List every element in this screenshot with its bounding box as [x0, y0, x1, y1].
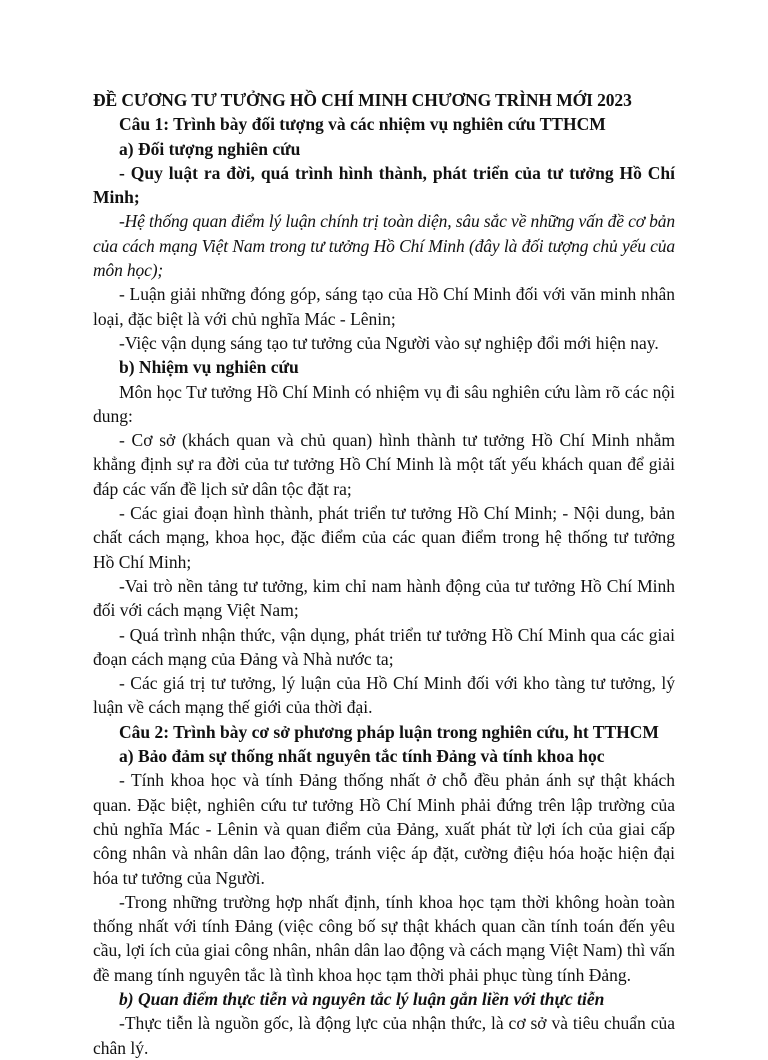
q1-a-item-1: - Quy luật ra đời, quá trình hình thành, phát triển của tư tưởng Hồ Chí Minh; [93, 162, 675, 208]
q1-b-item-2: - Các giai đoạn hình thành, phát triển tư tưởng Hồ Chí Minh; - Nội dung, bản chất cách mạng, khoa học, đặc điểm của các quan điểm trong hệ thống tư tưởng Hồ Chí Minh; [93, 503, 675, 572]
q1-section-a-heading: a) Đối tượng nghiên cứu [119, 138, 301, 159]
q2-b-item-1: -Thực tiễn là nguồn gốc, là động lực của nhận thức, là cơ sở và tiêu chuẩn của chân lý. [93, 1013, 675, 1058]
q1-a-item-4: -Việc vận dụng sáng tạo tư tưởng của Người vào sự nghiệp đổi mới hiện nay. [119, 332, 659, 353]
q1-b-intro: Môn học Tư tưởng Hồ Chí Minh có nhiệm vụ đi sâu nghiên cứu làm rõ các nội dung: [93, 381, 675, 426]
question-1-title: Câu 1: Trình bày đối tượng và các nhiệm vụ nghiên cứu TTHCM [119, 114, 606, 135]
q1-a-item-3: - Luận giải những đóng góp, sáng tạo của Hồ Chí Minh đối với văn minh nhân loại, đặc biệt là với chủ nghĩa Mác - Lênin; [93, 284, 675, 329]
q1-a-item-2: -Hệ thống quan điểm lý luận chính trị toàn diện, sâu sắc về những vấn đề cơ bản của cách mạng Việt Nam trong tư tưởng Hồ Chí Minh (đây là đối tượng chủ yếu của môn học); [93, 211, 675, 281]
q1-b-item-3: -Vai trò nền tảng tư tưởng, kim chỉ nam hành động của tư tưởng Hồ Chí Minh đối với cách mạng Việt Nam; [93, 575, 675, 621]
q2-a-item-1: - Tính khoa học và tính Đảng thống nhất ở chỗ đều phản ánh sự thật khách quan. Đặc biệt, nghiên cứu tư tưởng Hồ Chí Minh phải đứng trên lập trường của chủ nghĩa Mác - Lênin và quan điểm của Đảng, xuất phát từ lợi ích của giai cấp công nhân và nhân dân lao động, tránh việc áp đặt, cường điệu hóa hoặc hiện đại hóa tư tưởng của Người. [93, 770, 675, 888]
q1-section-b-heading: b) Nhiệm vụ nghiên cứu [119, 357, 299, 378]
document-page [93, 88, 675, 1060]
q2-a-item-2: -Trong những trường hợp nhất định, tính khoa học tạm thời không hoàn toàn thống nhất với tính Đảng (việc công bố sự thật khách quan cần tính toán đến yêu cầu, lợi ích của giai công nhân, nhân dân lao động và cách mạng Việt Nam) thì vấn đề mang tính nguyên tắc là tình khoa học tạm thời phải phục tùng tính Đảng. [93, 891, 675, 985]
q1-b-item-5: - Các giá trị tư tưởng, lý luận của Hồ Chí Minh đối với kho tàng tư tưởng, lý luận về cách mạng thế giới của thời đại. [93, 673, 675, 718]
q1-b-item-4: - Quá trình nhận thức, vận dụng, phát triển tư tưởng Hồ Chí Minh qua các giai đoạn cách mạng của Đảng và Nhà nước ta; [93, 624, 675, 669]
q2-section-b-heading: b) Quan điểm thực tiễn và nguyên tắc lý luận gắn liền với thực tiễn [119, 988, 605, 1009]
question-2-title: Câu 2: Trình bày cơ sở phương pháp luận trong nghiên cứu, ht TTHCM [119, 721, 659, 742]
q1-b-item-1: - Cơ sở (khách quan và chủ quan) hình thành tư tưởng Hồ Chí Minh nhằm khẳng định sự ra đời của tư tưởng Hồ Chí Minh là một tất yếu khách quan để giải đáp các vấn đề lịch sử dân tộc đặt ra; [93, 430, 675, 499]
document-title: ĐỀ CƯƠNG TƯ TƯỞNG HỒ CHÍ MINH CHƯƠNG TRÌNH MỚI 2023 [93, 90, 632, 110]
q2-section-a-heading: a) Bảo đảm sự thống nhất nguyên tắc tính Đảng và tính khoa học [119, 746, 605, 767]
